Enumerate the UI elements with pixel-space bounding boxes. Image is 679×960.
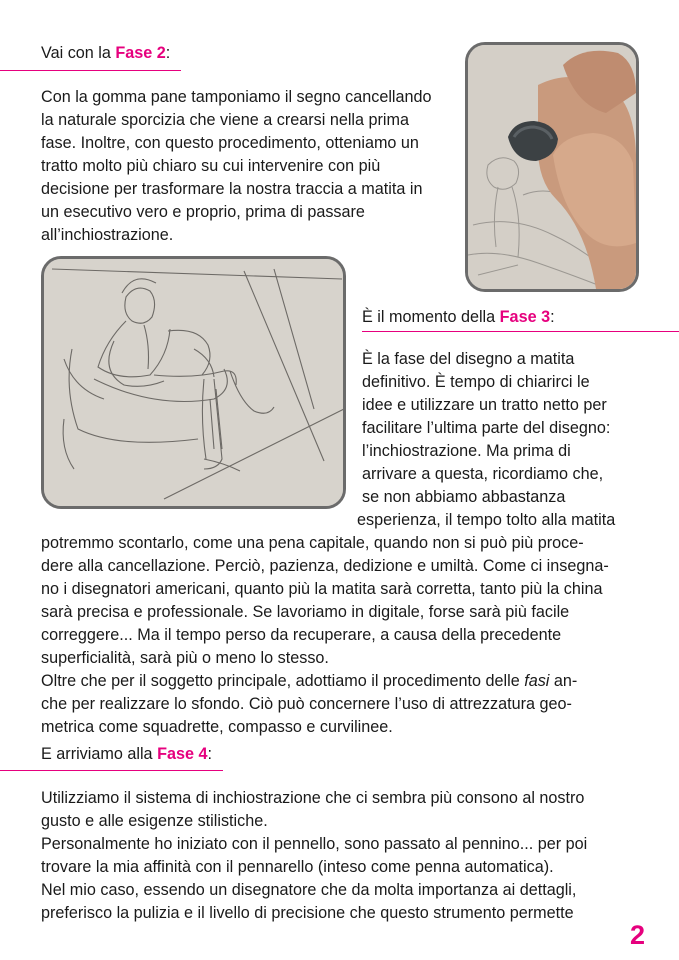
fase2-underline: [0, 70, 181, 71]
fase4-paragraph: Utilizziamo il sistema di inchiostrazione che ci sembra più consono al nostro gusto e alle esigenze stilistiche. Personalmente ho iniziato con il pennello, sono passato al pennino... per poi trovare la mia affinità con il pennarello (inteso come penna automatica). Nel mio caso, essendo un disegnatore che da molta importanza ai dettagli, preferisco la pulizia e il livello di precisione che questo strumento permette: [41, 789, 588, 922]
fase2-label: Fase 2: [115, 44, 166, 62]
sketch-photo-illustration: [44, 259, 343, 506]
page-number: 2: [629, 920, 645, 950]
fase4-label: Fase 4: [157, 745, 208, 763]
fase3-full-paragraph: potremmo scontarlo, come una pena capitale, quando non si può più proce- dere alla cancellazione. Perciò, pazienza, dedizione e umiltà. Come ci insegna- no i disegnatori americani, quanto più la matita sarà corretta, tanto più la china sarà precisa e professionale. Se lavoriamo in digitale, forse sarà più facile correggere... Ma il tempo perso da recuperare, a causa della precedente superficialità, sarà più o meno lo stesso. Oltre che per il soggetto principale, adottiamo il procedimento delle fasi an- che per realizzare lo sfondo. Ciò può concernere l’uso di attrezzatura geo- metrica come squadrette, compasso e curvilinee.: [41, 532, 663, 739]
fase4-heading: E arriviamo alla Fase 4:: [41, 745, 212, 763]
fase2-heading: Vai con la Fase 2:: [41, 44, 171, 62]
fase3-para2-first-line: Oltre che per il soggetto principale, adottiamo il procedimento delle fasi an-: [41, 672, 578, 690]
fase3-heading: È il momento della Fase 3:: [362, 308, 555, 326]
fase4-underline: [0, 770, 223, 771]
sketch-photo: [41, 256, 346, 509]
fase3-label: Fase 3: [499, 308, 551, 326]
fase3-underline: [362, 331, 679, 332]
eraser-photo: [465, 42, 639, 292]
eraser-photo-illustration: [468, 45, 636, 289]
fase2-paragraph: Con la gomma pane tamponiamo il segno cancellando la naturale sporcizia che viene a crearsi nella prima fase. Inoltre, con questo procedimento, otteniamo un tratto molto più chiaro su cui intervenire con più decisione per trasformare la nostra traccia a matita in un esecutivo vero e proprio, prima di passare all’inchiostrazione.: [41, 88, 432, 244]
fase3-side-paragraph: È la fase del disegno a matita definitivo. È tempo di chiarirci le idee e utilizzare un tratto netto per facilitare l’ultima parte del disegno: l’inchiostrazione. Ma prima di arrivare a questa, ricordiamo che, se non abbiamo abbastanza esperienza, il tempo tolto alla matita: [357, 350, 616, 529]
